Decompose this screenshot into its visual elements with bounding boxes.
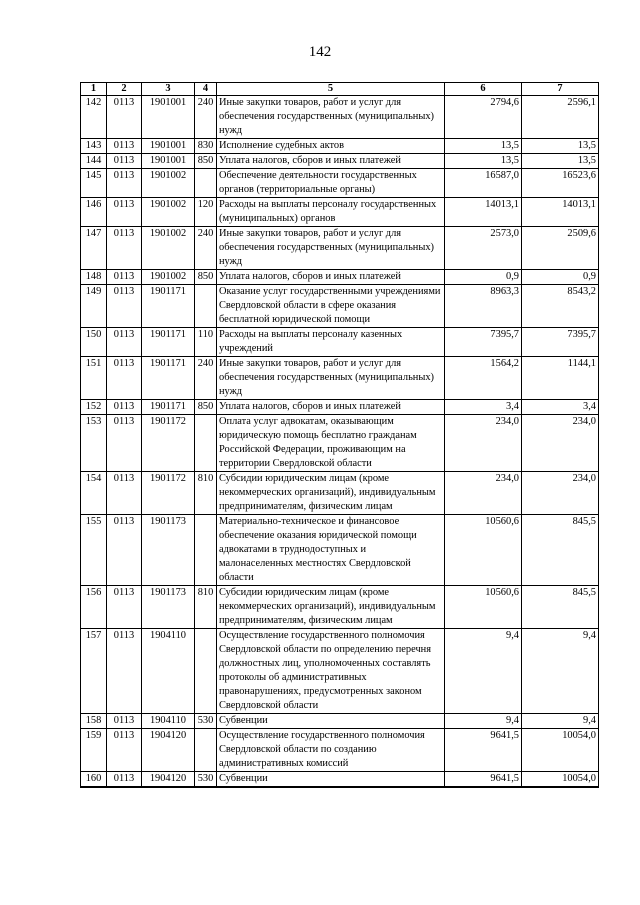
amount-col-6: 9,4 xyxy=(445,714,522,729)
section-code: 0113 xyxy=(107,714,142,729)
amount-col-7: 14013,1 xyxy=(522,198,599,227)
row-number: 152 xyxy=(81,400,107,415)
row-number: 149 xyxy=(81,285,107,328)
row-number: 157 xyxy=(81,629,107,714)
section-code: 0113 xyxy=(107,227,142,270)
amount-col-6: 1564,2 xyxy=(445,357,522,400)
row-number: 158 xyxy=(81,714,107,729)
row-number: 144 xyxy=(81,154,107,169)
target-article-code: 1901001 xyxy=(142,154,195,169)
target-article-code: 1901002 xyxy=(142,169,195,198)
target-article-code: 1904120 xyxy=(142,772,195,788)
section-code: 0113 xyxy=(107,96,142,139)
item-name: Осуществление государственного полномочия Свердловской области по определению перечня должностных лиц, уполномоченных составлять протоколы об административных правонарушениях, предусмотренных законом Свердловской области xyxy=(217,629,445,714)
table-row xyxy=(81,139,599,154)
amount-col-7: 845,5 xyxy=(522,586,599,629)
amount-col-7: 8543,2 xyxy=(522,285,599,328)
target-article-code: 1901171 xyxy=(142,357,195,400)
row-number: 160 xyxy=(81,772,107,788)
table-row xyxy=(81,472,599,515)
table-row xyxy=(81,227,599,270)
amount-col-7: 234,0 xyxy=(522,472,599,515)
expense-type-code xyxy=(195,515,217,586)
item-name: Оплата услуг адвокатам, оказывающим юридическую помощь бесплатно гражданам Российской Федерации, проживающим на территории Свердловской области xyxy=(217,415,445,472)
header-col-5: 5 xyxy=(217,83,445,96)
target-article-code: 1901173 xyxy=(142,586,195,629)
expense-type-code: 810 xyxy=(195,472,217,515)
row-number: 153 xyxy=(81,415,107,472)
target-article-code: 1901002 xyxy=(142,270,195,285)
amount-col-6: 7395,7 xyxy=(445,328,522,357)
header-col-7: 7 xyxy=(522,83,599,96)
amount-col-6: 234,0 xyxy=(445,415,522,472)
target-article-code: 1901171 xyxy=(142,328,195,357)
expense-type-code: 240 xyxy=(195,357,217,400)
amount-col-7: 9,4 xyxy=(522,714,599,729)
table-row xyxy=(81,400,599,415)
table-row xyxy=(81,198,599,227)
item-name: Субвенции xyxy=(217,714,445,729)
section-code: 0113 xyxy=(107,328,142,357)
item-name: Уплата налогов, сборов и иных платежей xyxy=(217,154,445,169)
header-col-4: 4 xyxy=(195,83,217,96)
row-number: 148 xyxy=(81,270,107,285)
table-row xyxy=(81,772,599,788)
target-article-code: 1901002 xyxy=(142,198,195,227)
row-number: 150 xyxy=(81,328,107,357)
item-name: Исполнение судебных актов xyxy=(217,139,445,154)
target-article-code: 1904110 xyxy=(142,714,195,729)
table-row xyxy=(81,154,599,169)
row-number: 146 xyxy=(81,198,107,227)
amount-col-7: 2509,6 xyxy=(522,227,599,270)
target-article-code: 1904120 xyxy=(142,729,195,772)
expense-type-code: 850 xyxy=(195,400,217,415)
expense-type-code: 530 xyxy=(195,714,217,729)
target-article-code: 1901171 xyxy=(142,400,195,415)
header-col-3: 3 xyxy=(142,83,195,96)
amount-col-6: 16587,0 xyxy=(445,169,522,198)
item-name: Расходы на выплаты персоналу казенных учреждений xyxy=(217,328,445,357)
item-name: Уплата налогов, сборов и иных платежей xyxy=(217,270,445,285)
row-number: 145 xyxy=(81,169,107,198)
item-name: Оказание услуг государственными учреждениями Свердловской области в сфере оказания бесплатной юридической помощи xyxy=(217,285,445,328)
expense-type-code xyxy=(195,729,217,772)
amount-col-6: 13,5 xyxy=(445,139,522,154)
row-number: 143 xyxy=(81,139,107,154)
table-row xyxy=(81,515,599,586)
amount-col-6: 9,4 xyxy=(445,629,522,714)
amount-col-7: 10054,0 xyxy=(522,772,599,788)
amount-col-7: 0,9 xyxy=(522,270,599,285)
amount-col-7: 16523,6 xyxy=(522,169,599,198)
amount-col-7: 3,4 xyxy=(522,400,599,415)
item-name: Субвенции xyxy=(217,772,445,788)
expense-type-code xyxy=(195,629,217,714)
expense-type-code: 240 xyxy=(195,227,217,270)
item-name: Иные закупки товаров, работ и услуг для обеспечения государственных (муниципальных) нужд xyxy=(217,357,445,400)
table-row xyxy=(81,285,599,328)
expense-type-code: 850 xyxy=(195,270,217,285)
expense-type-code: 810 xyxy=(195,586,217,629)
expense-type-code: 530 xyxy=(195,772,217,788)
amount-col-6: 10560,6 xyxy=(445,586,522,629)
section-code: 0113 xyxy=(107,515,142,586)
amount-col-6: 0,9 xyxy=(445,270,522,285)
amount-col-7: 9,4 xyxy=(522,629,599,714)
target-article-code: 1901172 xyxy=(142,472,195,515)
amount-col-6: 14013,1 xyxy=(445,198,522,227)
section-code: 0113 xyxy=(107,772,142,788)
table-body xyxy=(81,96,599,788)
amount-col-7: 1144,1 xyxy=(522,357,599,400)
table-row xyxy=(81,357,599,400)
expense-type-code xyxy=(195,285,217,328)
amount-col-7: 2596,1 xyxy=(522,96,599,139)
table-row xyxy=(81,714,599,729)
header-col-6: 6 xyxy=(445,83,522,96)
table-row xyxy=(81,586,599,629)
budget-table xyxy=(80,82,599,788)
item-name: Субсидии юридическим лицам (кроме некоммерческих организаций), индивидуальным предпринимателям, физическим лицам xyxy=(217,586,445,629)
expense-type-code: 110 xyxy=(195,328,217,357)
amount-col-6: 8963,3 xyxy=(445,285,522,328)
amount-col-6: 2794,6 xyxy=(445,96,522,139)
amount-col-7: 845,5 xyxy=(522,515,599,586)
section-code: 0113 xyxy=(107,415,142,472)
expense-type-code: 850 xyxy=(195,154,217,169)
item-name: Иные закупки товаров, работ и услуг для обеспечения государственных (муниципальных) нужд xyxy=(217,96,445,139)
section-code: 0113 xyxy=(107,139,142,154)
expense-type-code xyxy=(195,415,217,472)
row-number: 155 xyxy=(81,515,107,586)
amount-col-6: 13,5 xyxy=(445,154,522,169)
amount-col-7: 13,5 xyxy=(522,154,599,169)
row-number: 159 xyxy=(81,729,107,772)
target-article-code: 1901173 xyxy=(142,515,195,586)
item-name: Иные закупки товаров, работ и услуг для обеспечения государственных (муниципальных) нужд xyxy=(217,227,445,270)
section-code: 0113 xyxy=(107,154,142,169)
table-row xyxy=(81,270,599,285)
amount-col-7: 13,5 xyxy=(522,139,599,154)
section-code: 0113 xyxy=(107,285,142,328)
target-article-code: 1901001 xyxy=(142,139,195,154)
item-name: Расходы на выплаты персоналу государственных (муниципальных) органов xyxy=(217,198,445,227)
target-article-code: 1901171 xyxy=(142,285,195,328)
item-name: Материально-техническое и финансовое обеспечение оказания юридической помощи адвокатами в труднодоступных и малонаселенных местностях Свердловской области xyxy=(217,515,445,586)
table-row xyxy=(81,629,599,714)
amount-col-7: 10054,0 xyxy=(522,729,599,772)
expense-type-code: 830 xyxy=(195,139,217,154)
target-article-code: 1904110 xyxy=(142,629,195,714)
row-number: 151 xyxy=(81,357,107,400)
amount-col-6: 3,4 xyxy=(445,400,522,415)
section-code: 0113 xyxy=(107,169,142,198)
amount-col-6: 10560,6 xyxy=(445,515,522,586)
page-number: 142 xyxy=(308,44,332,60)
item-name: Обеспечение деятельности государственных органов (территориальные органы) xyxy=(217,169,445,198)
target-article-code: 1901002 xyxy=(142,227,195,270)
section-code: 0113 xyxy=(107,198,142,227)
section-code: 0113 xyxy=(107,586,142,629)
section-code: 0113 xyxy=(107,357,142,400)
table-row xyxy=(81,729,599,772)
table-row xyxy=(81,169,599,198)
amount-col-6: 9641,5 xyxy=(445,772,522,788)
section-code: 0113 xyxy=(107,270,142,285)
section-code: 0113 xyxy=(107,629,142,714)
amount-col-7: 234,0 xyxy=(522,415,599,472)
row-number: 142 xyxy=(81,96,107,139)
table-row xyxy=(81,328,599,357)
header-col-1: 1 xyxy=(81,83,107,96)
row-number: 147 xyxy=(81,227,107,270)
section-code: 0113 xyxy=(107,729,142,772)
target-article-code: 1901001 xyxy=(142,96,195,139)
row-number: 156 xyxy=(81,586,107,629)
section-code: 0113 xyxy=(107,472,142,515)
section-code: 0113 xyxy=(107,400,142,415)
row-number: 154 xyxy=(81,472,107,515)
expense-type-code xyxy=(195,169,217,198)
amount-col-7: 7395,7 xyxy=(522,328,599,357)
header-row xyxy=(81,83,599,96)
item-name: Осуществление государственного полномочия Свердловской области по созданию административных комиссий xyxy=(217,729,445,772)
expense-type-code: 240 xyxy=(195,96,217,139)
amount-col-6: 2573,0 xyxy=(445,227,522,270)
target-article-code: 1901172 xyxy=(142,415,195,472)
expense-type-code: 120 xyxy=(195,198,217,227)
table-row xyxy=(81,415,599,472)
item-name: Субсидии юридическим лицам (кроме некоммерческих организаций), индивидуальным предпринимателям, физическим лицам xyxy=(217,472,445,515)
amount-col-6: 234,0 xyxy=(445,472,522,515)
item-name: Уплата налогов, сборов и иных платежей xyxy=(217,400,445,415)
table-row xyxy=(81,96,599,139)
amount-col-6: 9641,5 xyxy=(445,729,522,772)
header-col-2: 2 xyxy=(107,83,142,96)
